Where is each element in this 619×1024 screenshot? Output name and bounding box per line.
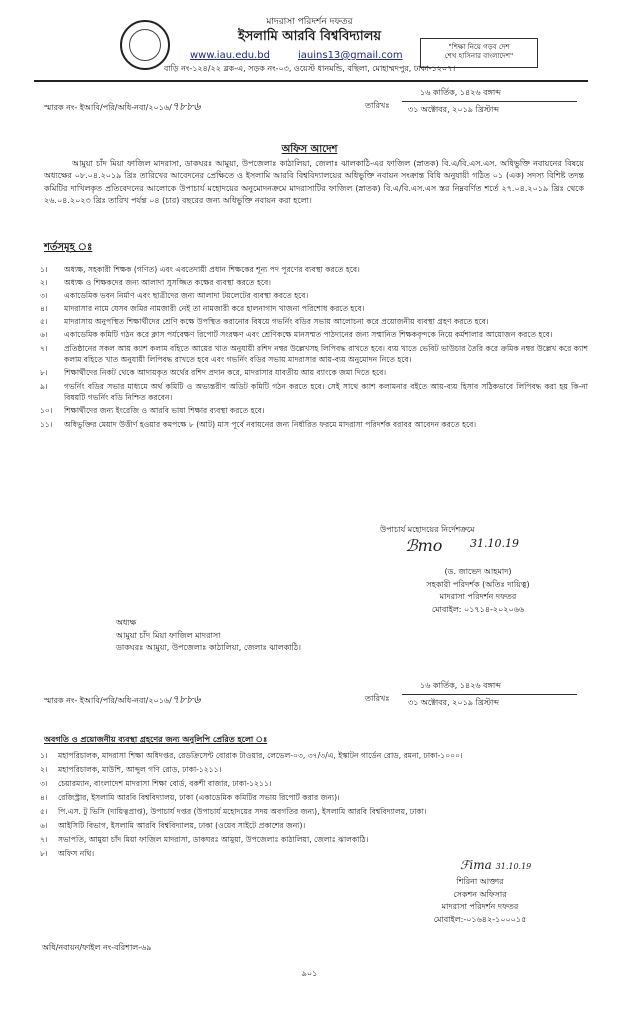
memo-ref-label: স্মারক নং- ইআবি/পরি/অধি-নবা/২০১৬/ [44, 103, 172, 112]
signatory-designation-1: সহকারী পরিদর্শক (অতিঃ দায়িত্ব) [426, 579, 530, 589]
date-box-1 [402, 88, 577, 116]
signature-date-1: 31.10.19 [470, 537, 519, 550]
date-bangla-1: ১৬ কার্তিক, ১৪২৬ বঙ্গাব্দ [402, 88, 577, 102]
signatory-block-1 [398, 566, 558, 616]
signatory-mobile-2: মোবাইল:-০১৬৪২-১০০০১৫ [433, 914, 527, 924]
motto-box [420, 38, 538, 68]
recipient-line-3: ডাকঘরঃ আমুয়া, উপজেলাঃ কাঠালিয়া, জেলাঃ ঝালকাঠি। [116, 643, 302, 652]
office-order-title: অফিস আদেশ [281, 144, 338, 155]
signature-1: ℬmo [405, 536, 443, 555]
condition-item: ৯। গভর্নিং বডির সভার মাধ্যমে অর্থ কমিটি ও অভ্যন্তরীণ অডিট কমিটি গঠন করতে হবে। সেই সাথে ক্যাশ কলামনার বইতে আয়-ব্যয় হিসাব সঠিকভাবে লিপিবদ্ধ করা হয় কি-না বিষয়টি গভর্নিং বডি নিশ্চিত করবেন। [40, 381, 588, 403]
signatory-name-2: শিরিনা আক্তার [456, 877, 504, 886]
condition-item: ৮। শিক্ষার্থীদের নিকট থেকে আদায়কৃত অর্থের রশিদ প্রদান করে, মাদরাসার যাবতীয় আয় ব্যাংকে জমা দিতে হবে। [40, 368, 387, 378]
motto-line-2: শেখ হাসিনার বাংলাদেশ" [444, 52, 514, 61]
memo-ref-handwritten: ৭৮৮৬ [171, 100, 201, 113]
memo-ref-label: স্মারক নং- ইআবি/পরি/অধি-নবা/২০১৬/ [44, 696, 172, 705]
copy-item: ৭। সভাপতি, আমুয়া চাঁদ মিয়া ফাজিল মাদরাসা, ডাকঘরঃ আমুয়া, উপজেলাঃ কাঠালিয়া, জেলাঃ ঝালকাঠি। [40, 835, 369, 844]
condition-item: ৩। একাডেমিক ভবন নির্মাণ এবং ছাত্রীদের জন্য আলাদা টয়লেটের ব্যবস্থা করতে হবে। [40, 291, 309, 301]
condition-item: ১০। শিক্ষার্থীদের জন্য ইংরেজি ও আরবি ভাষা শিক্ষার ব্যবস্থা করতে হবে। [40, 406, 265, 416]
date-english-2: ৩১ অক্টোবর, ২০১৯ খ্রিস্টাব্দ [408, 697, 499, 707]
date-label-1: তারিখঃ [365, 101, 390, 110]
office-order-paragraph: আমুয়া চাঁদ মিয়া ফাজিল মাদরাসা, ডাকঘরঃ আমুয়া, উপজেলাঃ কাঠালিয়া, জেলাঃ ঝালকাঠি-এর ফাজিল (স্নাতক) বি.এ/বি.এস.এস. অধিভুক্তি নবায়নের বিষয়ে অধ্যক্ষের ০৮.০৪.২০১৯ খ্রিঃ তারিখের আবেদনের প্রেক্ষিতে ও ইসলামি আরবি বিশ্ববিদ্যালয়ের অধিভুক্তি নবায়ন সংক্রান্ত বিধি অনুযায়ী গঠিত ০১ (এক) সদস্য বিশিষ্ট তদন্ত কমিটির দাখিলকৃত প্রতিবেদনের আলোকে উপাচার্য মহোদয়ের অনুমোদনক্রমে মাদরাসাটির ফাজিল (স্নাতক) বি.এ/বি.এস.এস স্তর নিম্নবর্ণিত শর্তে ২৭.০৪.২০১৯ খ্রিঃ থেকে ২৬.০৪.২০২৩ খ্রিঃ তারিখ পর্যন্ত ০৪ (চার) বছরের জন্য অধিভুক্তি নবায়ন করা হলো। [44, 159, 584, 205]
signatory-designation-2: সেকশন অফিসার [453, 889, 507, 899]
website-link[interactable]: www.iau.edu.bd [190, 50, 270, 61]
conditions-title: শর্তসমূহ ঃ [44, 242, 93, 253]
memo-reference-2 [44, 693, 200, 708]
signatory-mobile-1: মোবাইল: ০১৭১৪-২০২০৬৬ [431, 604, 525, 614]
conditions-list [40, 264, 588, 432]
condition-item: ৫। মাদরাসায় অনুপস্থিত শিক্ষার্থীদের শ্রেণি কক্ষে উপস্থিত করানোর বিষয়ে গভর্নিং বডির সভায় আলোচনা করে প্রয়োজনীয় ব্যবস্থা গ্রহণ করতে হবে। [40, 317, 489, 327]
address-line: বাড়ি নং-১২৪/২২ ব্লক-এ, সড়ক নং-০৩, ওয়েস্ট ধানমন্ডি, বছিলা, মোহাম্মদপুর, ঢাকা-১২০৭। [163, 64, 456, 73]
motto-line-1: "শিক্ষা নিয়ে গড়ব দেশ [448, 43, 510, 51]
copies-list [40, 750, 585, 862]
date-box-2 [402, 681, 577, 709]
copy-item: ৬। আইসিটি বিভাগ, ইসলামি আরবি বিশ্ববিদ্যালয়, ঢাকা (ওয়েব সাইটে প্রকাশের জন্য)। [40, 821, 306, 830]
memo-reference-1 [44, 100, 200, 115]
signatory-office-1: মাদরাসা পরিদর্শন দফতর [439, 592, 517, 601]
date-bangla-2: ১৬ কার্তিক, ১৪২৬ বঙ্গাব্দ [402, 681, 577, 695]
by-order-line: উপাচার্য মহোদয়ের নির্দেশক্রমে [380, 525, 475, 534]
file-number: অধি/নবায়ন/ফাইল নং-বরিশাল-৬৯ [42, 943, 152, 952]
condition-item: ৪। মাদরাসার নামে যেসব জমির নামজারী নেই তা নামজারী করে হালনাগাদ খাজনা পরিশোধ করতে হবে। [40, 304, 365, 314]
copy-item: ৩। চেয়ারম্যান, বাংলাদেশ মাদরাসা শিক্ষা বোর্ড, বকশী বাজার, ঢাকা-১২১১। [40, 779, 272, 788]
signatory-block-2 [395, 876, 565, 926]
signatory-office-2: মাদরাসা পরিদর্শন দফতর [441, 902, 519, 911]
condition-item: ২। অধ্যক্ষ ও শিক্ষকদের জন্য আলাদা সুসজ্জিত কক্ষের ব্যবস্থা করতে হবে। [40, 278, 271, 288]
copies-title: অবগতি ও প্রয়োজনীয় ব্যবস্থা গ্রহণের জন্য অনুলিপি প্রেরিত হলো ঃ [44, 735, 268, 744]
condition-item: ১। অধ্যক্ষ, সহকারী শিক্ষক (গণিত) এবং এবতেদায়ী প্রধান শিক্ষকের শূন্য পদ পূরণের ব্যবস্থা করতে হবে। [40, 265, 360, 274]
condition-item: ১১। অধিভুক্তির মেয়াদ উত্তীর্ণ হওয়ার কমপক্ষে ৮ (আট) মাস পূর্বে নবায়নের জন্য নির্ধারিত ফরমে মাদরাসা পরিদর্শক বরাবর আবেদন করতে হবে। [40, 419, 477, 429]
recipient-block [116, 617, 301, 655]
memo-ref-handwritten: ৭৮৮৬ [171, 693, 201, 706]
header-divider [34, 80, 588, 82]
signature-date-2: 31.10.19 [495, 862, 532, 871]
copy-item: ৪। রেজিস্ট্রার, ইসলামি আরবি বিশ্ববিদ্যালয়, ঢাকা (একাডেমিক কমিটির সভায় রিপোর্ট করার জন্য)। [40, 793, 340, 802]
condition-item: ৭। প্রতিষ্ঠানের সকল আয় ক্যাশ কলাম বহিতে আয়ের খাত অনুযায়ী রশিদ নম্বর উল্লেখসহ লিপিবদ্ধ রাখতে হবে। ব্যয় খাতে ভেবিট ভাউচার তৈরি করে ক্রমিক নম্বর উল্লেখ করে ক্যাশ কলাম বহিতে খাত অনুযায়ী লিপিবদ্ধ রাখতে হবে এবং গভর্নিং বডির সভায় মাদরাসার আয়-ব্যয় অনুমোদন নিতে হবে। [40, 343, 588, 365]
recipient-line-1: অধ্যক্ষ [116, 618, 137, 627]
signatory-name-1: (ড. জাভেদ আহমাদ) [444, 567, 512, 576]
date-label-2: তারিখঃ [365, 694, 390, 703]
condition-item: ৬। একাডেমিক কমিটি গঠন করে ক্লাস পর্যবেক্ষণ রিপোর্ট সংরক্ষণ এবং শ্রেণিকক্ষে মানসম্মত পাঠদানের জন্য সম্মানিত শিক্ষকবৃন্দকে নিয়ে কর্মশালার আয়োজন করতে হবে। [40, 330, 553, 340]
signature-2: ℱima 31.10.19 [460, 858, 532, 872]
page-number: ৯০১ [301, 969, 318, 978]
office-name: মাদরাসা পরিদর্শন দফতর [266, 17, 353, 27]
copy-item: ১। মহাপরিচালক, মাদরাসা শিক্ষা অধিদপ্তর, রেডক্রিসেন্ট বোরাক টাওয়ার, লেভেল-০৩, ৩৭/৩/এ, ইস্কাটন গার্ডেন রোড, রমনা, ঢাকা-১০০০। [40, 751, 463, 760]
copy-item: ৮। অফিস নথি। [40, 849, 95, 858]
date-english-1: ৩১ অক্টোবর, ২০১৯ খ্রিস্টাব্দ [408, 104, 499, 114]
copy-item: ২। মহাপরিচালক, মাউশি, আব্দুল গণি রোড, ঢাকা-১২১১। [40, 765, 222, 774]
email-link[interactable]: iauins13@gmail.com [298, 50, 403, 61]
copy-item: ৫। পি.এস. টু ভিসি (দায়িত্বপ্রাপ্ত), উপাচার্য দপ্তর (উপাচার্য মহোদয়ের সদয় অবগতির জন্য), ইসলামি আরবি বিশ্ববিদ্যালয়, ঢাকা। [40, 807, 427, 816]
recipient-line-2: আমুয়া চাঁদ মিয়া ফাজিল মাদরাসা [116, 630, 221, 640]
university-name: ইসলামি আরবি বিশ্ববিদ্যালয় [237, 29, 382, 44]
